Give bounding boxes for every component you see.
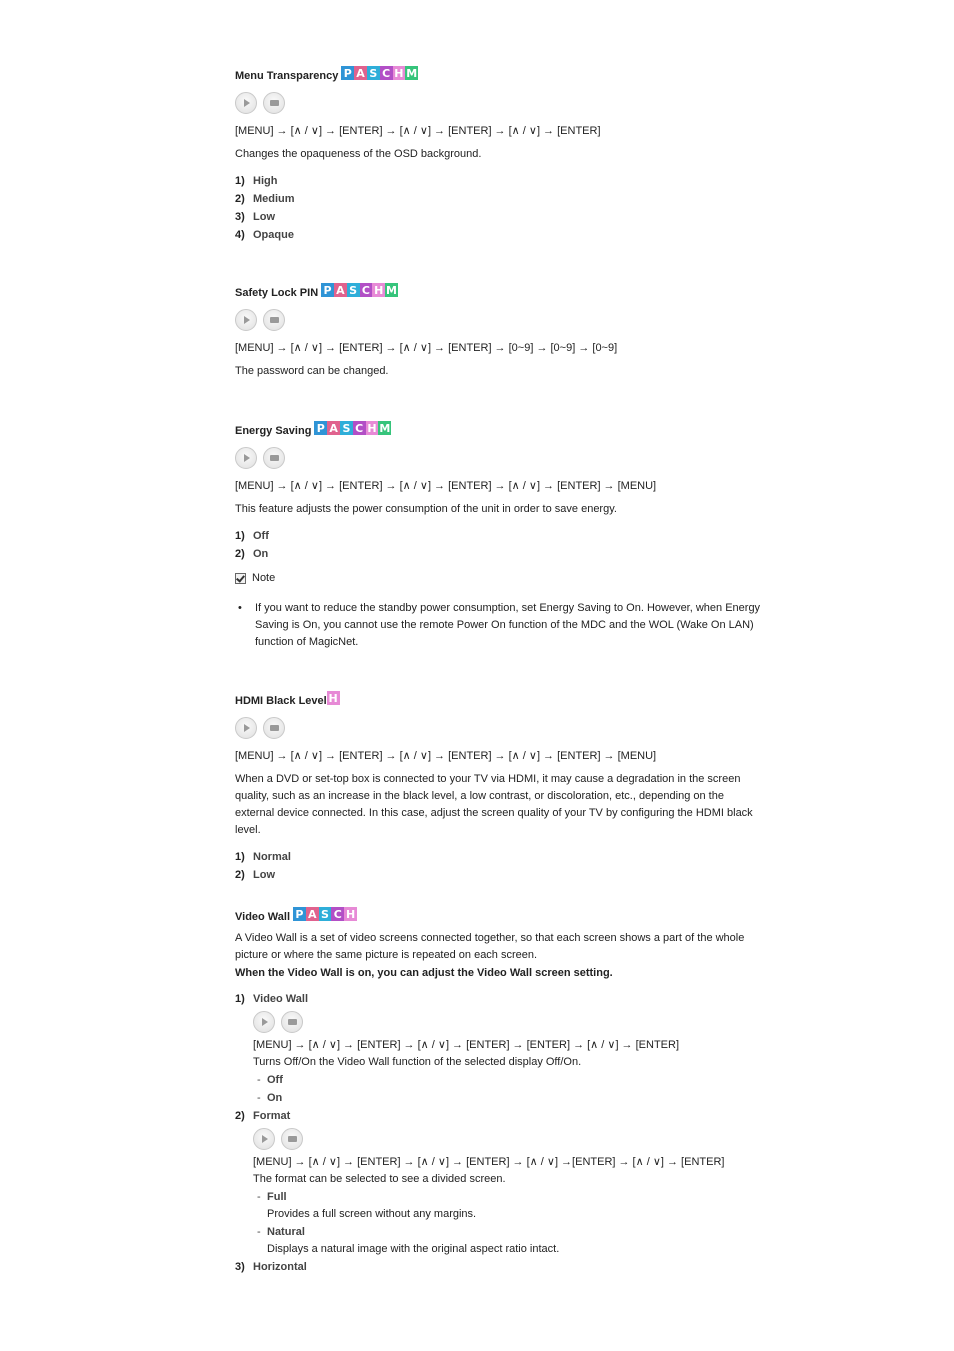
menu-path: [MENU] → [∧ / ∨] → [ENTER] → [∧ / ∨] → [ENTER] → [∧ / ∨] → [ENTER] → [MENU] [235,480,657,492]
item-label: Low [253,869,275,881]
section-title-text: Video Wall [235,911,291,923]
section-title-text: Menu Transparency [235,70,339,82]
dash-label: Natural [267,1226,305,1238]
list-item [235,208,765,226]
dash-description: Displays a natural image with the original aspect ratio intact. [267,1243,560,1255]
sub-item-format [235,1107,765,1258]
badge-letter: A [306,907,319,921]
media-buttons [253,1128,765,1152]
play-icon [244,99,250,107]
list-item [235,172,765,190]
section-description: When a DVD or set-top box is connected to your TV via HDMI, it may cause a degradation in the screen quality, such as an increase in the black level, a low contrast, or discoloration, etc., depending on the external device connected. In this case, adjust the screen quality of your TV by configuring the HDMI black level. [235,773,753,836]
item-label: Medium [253,193,295,205]
dash-option [257,1071,765,1089]
dash-option [257,1223,765,1241]
section-description: Changes the opaqueness of the OSD background. [235,148,482,160]
badge-letter: S [367,66,380,80]
item-label: Off [253,530,269,542]
media-buttons [235,447,765,471]
section-description: A Video Wall is a set of video screens connected together, so that each screen shows a part of the whole picture or where the same picture is repeated on each screen. [235,932,745,961]
badge-letter: P [293,907,306,921]
section-title [235,285,765,301]
dash-mark: - [257,1092,261,1104]
item-number: 2) [235,869,245,881]
badge-letter: H [345,907,356,921]
item-number: 1) [235,851,245,863]
stop-button[interactable] [281,1128,303,1150]
badge-letter: A [327,421,340,435]
bullet-text: If you want to reduce the standby power consumption, set Energy Saving to On. However, when Energy Saving is On, you cannot use the remote Power On function of the MDC and the WOL (Wake On LAN) function of MagicNet. [255,602,761,648]
section-title [235,909,765,925]
badge-letter: P [314,421,327,435]
list-item [235,545,765,563]
stop-button[interactable] [263,309,285,331]
section-energy-saving [235,423,765,651]
section-title [235,68,765,84]
play-button[interactable] [235,717,257,739]
mode-badge [293,907,357,921]
badge-letter: P [341,66,354,80]
section-title-text: Energy Saving [235,425,312,437]
menu-path: [MENU] → [∧ / ∨] → [ENTER] → [∧ / ∨] → [ENTER] → [∧ / ∨] → [ENTER] → [MENU] [235,750,657,762]
section-description: The password can be changed. [235,365,389,377]
play-icon [244,316,250,324]
badge-letter: A [334,283,347,297]
stop-icon [288,1136,297,1142]
item-label: High [253,175,278,187]
badge-letter: C [331,907,344,921]
item-number: 2) [235,548,245,560]
sub-item-heading [235,990,765,1008]
badge-letter: M [406,66,418,80]
play-icon [262,1018,268,1026]
section-menu-transparency [235,68,765,244]
section-title [235,423,765,439]
item-number: 2) [235,1110,245,1122]
bullet-mark: • [238,602,242,614]
badge-letter: C [360,283,373,297]
item-label: Video Wall [253,993,309,1005]
note-bullet [235,600,765,651]
item-label: Opaque [253,229,294,241]
dash-label: Full [267,1191,287,1203]
note-label: Note [252,572,276,584]
mode-badge [327,691,340,705]
option-list [235,172,765,244]
dash-description: Provides a full screen without any margins. [267,1208,477,1220]
play-button[interactable] [235,309,257,331]
section-description-bold: When the Video Wall is on, you can adjust the Video Wall screen setting. [235,967,613,979]
section-title-text: Safety Lock PIN [235,287,319,299]
sub-item-video-wall [235,990,765,1107]
play-icon [244,454,250,462]
play-icon [262,1135,268,1143]
item-number: 1) [235,175,245,187]
play-button[interactable] [253,1011,275,1033]
note-icon [235,573,246,584]
dash-label: Off [267,1074,283,1086]
media-buttons [253,1011,765,1035]
badge-letter: H [367,421,377,435]
badge-letter: C [353,421,366,435]
menu-path: [MENU] → [∧ / ∨] → [ENTER] → [∧ / ∨] → [ENTER] → [∧ / ∨] →[ENTER] → [∧ / ∨] → [ENTER] [253,1156,725,1168]
item-label: On [253,548,269,560]
list-item [235,190,765,208]
item-number: 3) [235,211,245,223]
mode-badge [314,421,391,435]
badge-letter: A [354,66,367,80]
item-number: 2) [235,193,245,205]
badge-letter: P [321,283,334,297]
item-number: 3) [235,1261,245,1273]
badge-letter: H [328,691,338,705]
stop-icon [288,1019,297,1025]
item-label: Normal [253,851,291,863]
stop-button[interactable] [263,447,285,469]
sub-item-description: Turns Off/On the Video Wall function of the selected display Off/On. [253,1056,582,1068]
media-buttons [235,92,765,116]
badge-letter: S [347,283,360,297]
mode-badge [321,283,398,297]
stop-icon [270,725,279,731]
badge-letter: H [394,66,404,80]
media-buttons [235,717,765,741]
list-item [235,226,765,244]
badge-letter: S [340,421,353,435]
section-title [235,693,765,709]
item-number: 4) [235,229,245,241]
mode-badge [341,66,418,80]
badge-letter: H [374,283,384,297]
section-hdmi-black-level [235,693,765,884]
sub-item-body [253,1011,765,1107]
badge-letter: M [379,421,391,435]
dash-option [257,1089,765,1107]
sub-item-horizontal [235,1258,765,1276]
section-title-text: HDMI Black Level [235,695,327,707]
list-item [235,848,765,866]
menu-path: [MENU] → [∧ / ∨] → [ENTER] → [∧ / ∨] → [ENTER] → [ENTER] → [∧ / ∨] → [ENTER] [253,1039,680,1051]
dash-option [257,1188,765,1206]
sub-item-description: The format can be selected to see a divided screen. [253,1173,506,1185]
play-button[interactable] [253,1128,275,1150]
section-description: This feature adjusts the power consumption of the unit in order to save energy. [235,503,617,515]
option-list [235,527,765,563]
item-label: Format [253,1110,291,1122]
badge-letter: M [386,283,397,297]
play-button[interactable] [235,92,257,114]
stop-button[interactable] [263,92,285,114]
section-video-wall [235,909,765,1276]
play-button[interactable] [235,447,257,469]
item-label: Horizontal [253,1261,307,1273]
dash-mark: - [257,1191,261,1203]
note-heading [235,572,765,584]
badge-letter: C [380,66,393,80]
option-list [235,848,765,884]
list-item [235,527,765,545]
badge-letter: S [319,907,332,921]
section-safety-lock-pin [235,285,765,380]
dash-mark: - [257,1074,261,1086]
stop-icon [270,100,279,106]
sub-item-heading [235,1107,765,1125]
dash-label: On [267,1092,283,1104]
list-item [235,866,765,884]
item-label: Low [253,211,275,223]
item-number: 1) [235,530,245,542]
stop-icon [270,455,279,461]
stop-button[interactable] [263,717,285,739]
stop-button[interactable] [281,1011,303,1033]
menu-path: [MENU] → [∧ / ∨] → [ENTER] → [∧ / ∨] → [ENTER] → [∧ / ∨] → [ENTER] [235,125,601,137]
play-icon [244,724,250,732]
menu-path: [MENU] → [∧ / ∨] → [ENTER] → [∧ / ∨] → [ENTER] → [0~9] → [0~9] → [0~9] [235,342,618,354]
stop-icon [270,317,279,323]
item-number: 1) [235,993,245,1005]
media-buttons [235,309,765,333]
dash-mark: - [257,1226,261,1238]
sub-item-body [253,1128,765,1258]
sub-item-heading [235,1258,765,1276]
